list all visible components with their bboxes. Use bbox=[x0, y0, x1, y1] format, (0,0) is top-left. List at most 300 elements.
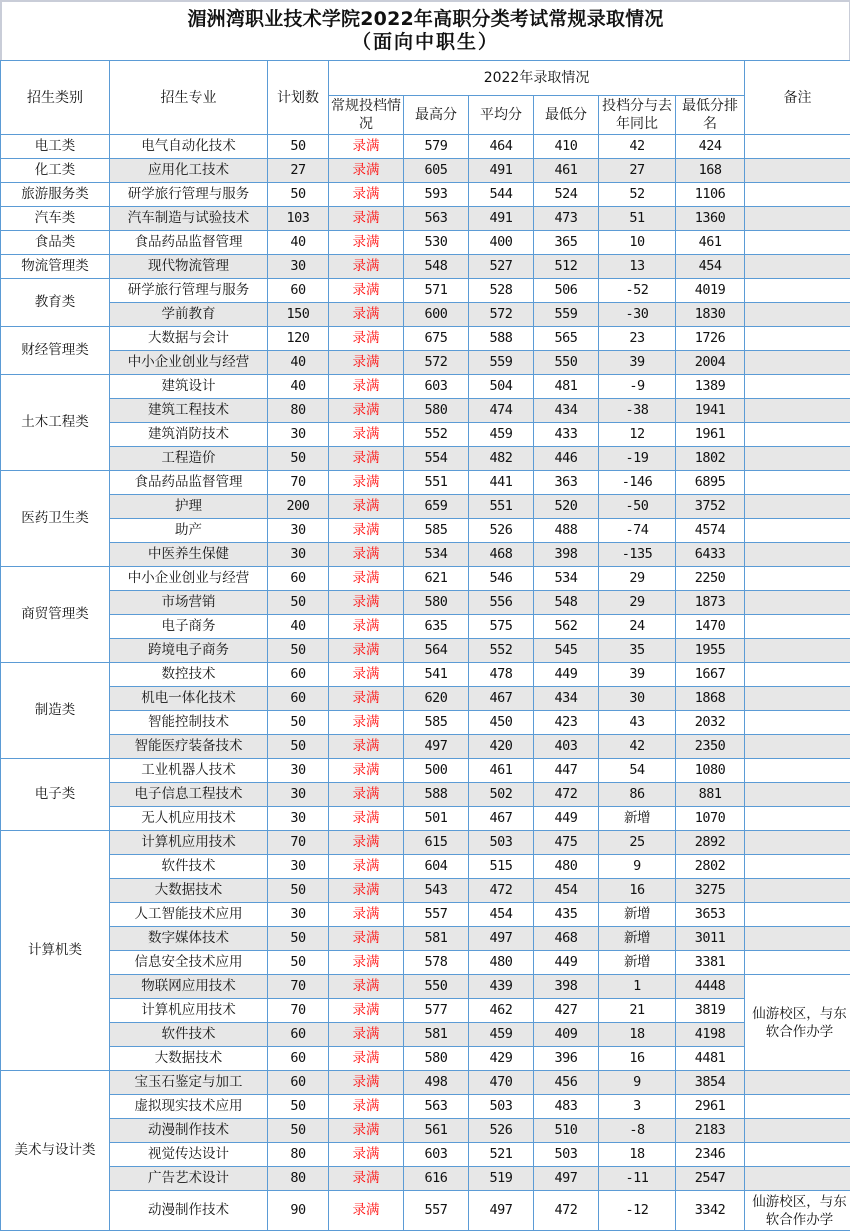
status-cell: 录满 bbox=[329, 1119, 404, 1143]
major-cell: 虚拟现实技术应用 bbox=[110, 1095, 268, 1119]
avg-score-cell: 400 bbox=[469, 231, 534, 255]
min-score-cell: 483 bbox=[534, 1095, 599, 1119]
diff-cell: 42 bbox=[599, 735, 676, 759]
diff-cell: 1 bbox=[599, 975, 676, 999]
note-cell-empty bbox=[745, 711, 850, 735]
major-cell: 软件技术 bbox=[110, 1023, 268, 1047]
max-score-cell: 581 bbox=[404, 927, 469, 951]
min-score-cell: 472 bbox=[534, 1191, 599, 1231]
note-cell-empty bbox=[745, 447, 850, 471]
max-score-cell: 543 bbox=[404, 879, 469, 903]
major-cell: 研学旅行管理与服务 bbox=[110, 279, 268, 303]
avg-score-cell: 420 bbox=[469, 735, 534, 759]
plan-cell: 30 bbox=[268, 543, 329, 567]
note-cell-empty bbox=[745, 855, 850, 879]
note-cell-empty bbox=[745, 375, 850, 399]
diff-cell: 25 bbox=[599, 831, 676, 855]
plan-cell: 70 bbox=[268, 975, 329, 999]
header-rank: 最低分排名 bbox=[676, 96, 745, 135]
plan-cell: 30 bbox=[268, 759, 329, 783]
plan-cell: 50 bbox=[268, 879, 329, 903]
note-cell-empty bbox=[745, 159, 850, 183]
rank-cell: 6433 bbox=[676, 543, 745, 567]
major-cell: 食品药品监督管理 bbox=[110, 231, 268, 255]
min-score-cell: 423 bbox=[534, 711, 599, 735]
avg-score-cell: 462 bbox=[469, 999, 534, 1023]
major-cell: 数控技术 bbox=[110, 663, 268, 687]
avg-score-cell: 575 bbox=[469, 615, 534, 639]
diff-cell: 29 bbox=[599, 567, 676, 591]
note-cell-empty bbox=[745, 591, 850, 615]
rank-cell: 2183 bbox=[676, 1119, 745, 1143]
status-cell: 录满 bbox=[329, 615, 404, 639]
table-row bbox=[1, 399, 850, 423]
plan-cell: 50 bbox=[268, 591, 329, 615]
avg-score-cell: 429 bbox=[469, 1047, 534, 1071]
table-body bbox=[1, 135, 850, 1231]
diff-cell: -74 bbox=[599, 519, 676, 543]
table-row bbox=[1, 1023, 850, 1047]
diff-cell: 新增 bbox=[599, 927, 676, 951]
status-cell: 录满 bbox=[329, 375, 404, 399]
avg-score-cell: 439 bbox=[469, 975, 534, 999]
major-cell: 工业机器人技术 bbox=[110, 759, 268, 783]
table-row bbox=[1, 183, 850, 207]
rank-cell: 2032 bbox=[676, 711, 745, 735]
rank-cell: 1470 bbox=[676, 615, 745, 639]
table-row bbox=[1, 783, 850, 807]
note-cell-empty bbox=[745, 279, 850, 303]
rank-cell: 1360 bbox=[676, 207, 745, 231]
avg-score-cell: 459 bbox=[469, 1023, 534, 1047]
major-cell: 大数据技术 bbox=[110, 1047, 268, 1071]
avg-score-cell: 491 bbox=[469, 159, 534, 183]
plan-cell: 60 bbox=[268, 279, 329, 303]
diff-cell: 16 bbox=[599, 1047, 676, 1071]
plan-cell: 30 bbox=[268, 855, 329, 879]
min-score-cell: 447 bbox=[534, 759, 599, 783]
avg-score-cell: 482 bbox=[469, 447, 534, 471]
table-row bbox=[1, 663, 850, 687]
major-cell: 人工智能技术应用 bbox=[110, 903, 268, 927]
plan-cell: 30 bbox=[268, 807, 329, 831]
note-cell-empty bbox=[745, 759, 850, 783]
max-score-cell: 603 bbox=[404, 1143, 469, 1167]
status-cell: 录满 bbox=[329, 999, 404, 1023]
status-cell: 录满 bbox=[329, 495, 404, 519]
table-row bbox=[1, 855, 850, 879]
rank-cell: 3381 bbox=[676, 951, 745, 975]
table-row bbox=[1, 1167, 850, 1191]
min-score-cell: 472 bbox=[534, 783, 599, 807]
min-score-cell: 398 bbox=[534, 975, 599, 999]
major-cell: 视觉传达设计 bbox=[110, 1143, 268, 1167]
status-cell: 录满 bbox=[329, 639, 404, 663]
note-cell: 仙游校区，与东软合作办学 bbox=[745, 1191, 850, 1231]
diff-cell: -50 bbox=[599, 495, 676, 519]
diff-cell: -52 bbox=[599, 279, 676, 303]
min-score-cell: 488 bbox=[534, 519, 599, 543]
major-cell: 无人机应用技术 bbox=[110, 807, 268, 831]
admission-table bbox=[0, 60, 850, 1231]
rank-cell: 2802 bbox=[676, 855, 745, 879]
min-score-cell: 454 bbox=[534, 879, 599, 903]
status-cell: 录满 bbox=[329, 663, 404, 687]
major-cell: 助产 bbox=[110, 519, 268, 543]
max-score-cell: 600 bbox=[404, 303, 469, 327]
avg-score-cell: 572 bbox=[469, 303, 534, 327]
note-cell-empty bbox=[745, 231, 850, 255]
category-cell: 土木工程类 bbox=[1, 375, 110, 471]
rank-cell: 2547 bbox=[676, 1167, 745, 1191]
plan-cell: 40 bbox=[268, 351, 329, 375]
note-cell-empty bbox=[745, 495, 850, 519]
min-score-cell: 497 bbox=[534, 1167, 599, 1191]
status-cell: 录满 bbox=[329, 951, 404, 975]
max-score-cell: 501 bbox=[404, 807, 469, 831]
status-cell: 录满 bbox=[329, 927, 404, 951]
plan-cell: 70 bbox=[268, 831, 329, 855]
max-score-cell: 603 bbox=[404, 375, 469, 399]
category-cell: 电工类 bbox=[1, 135, 110, 159]
plan-cell: 40 bbox=[268, 375, 329, 399]
avg-score-cell: 544 bbox=[469, 183, 534, 207]
status-cell: 录满 bbox=[329, 231, 404, 255]
max-score-cell: 561 bbox=[404, 1119, 469, 1143]
note-cell-empty bbox=[745, 783, 850, 807]
max-score-cell: 563 bbox=[404, 1095, 469, 1119]
plan-cell: 50 bbox=[268, 1095, 329, 1119]
rank-cell: 1830 bbox=[676, 303, 745, 327]
major-cell: 中医养生保健 bbox=[110, 543, 268, 567]
table-row bbox=[1, 687, 850, 711]
rank-cell: 2961 bbox=[676, 1095, 745, 1119]
major-cell: 智能医疗装备技术 bbox=[110, 735, 268, 759]
plan-cell: 30 bbox=[268, 903, 329, 927]
min-score-cell: 562 bbox=[534, 615, 599, 639]
status-cell: 录满 bbox=[329, 327, 404, 351]
plan-cell: 50 bbox=[268, 1119, 329, 1143]
max-score-cell: 534 bbox=[404, 543, 469, 567]
rank-cell: 1667 bbox=[676, 663, 745, 687]
plan-cell: 27 bbox=[268, 159, 329, 183]
diff-cell: 42 bbox=[599, 135, 676, 159]
status-cell: 录满 bbox=[329, 567, 404, 591]
max-score-cell: 659 bbox=[404, 495, 469, 519]
min-score-cell: 435 bbox=[534, 903, 599, 927]
max-score-cell: 500 bbox=[404, 759, 469, 783]
max-score-cell: 635 bbox=[404, 615, 469, 639]
rank-cell: 3011 bbox=[676, 927, 745, 951]
plan-cell: 30 bbox=[268, 255, 329, 279]
major-cell: 数字媒体技术 bbox=[110, 927, 268, 951]
plan-cell: 40 bbox=[268, 231, 329, 255]
max-score-cell: 675 bbox=[404, 327, 469, 351]
max-score-cell: 578 bbox=[404, 951, 469, 975]
diff-cell: 30 bbox=[599, 687, 676, 711]
avg-score-cell: 464 bbox=[469, 135, 534, 159]
diff-cell: -135 bbox=[599, 543, 676, 567]
status-cell: 录满 bbox=[329, 351, 404, 375]
diff-cell: 43 bbox=[599, 711, 676, 735]
status-cell: 录满 bbox=[329, 279, 404, 303]
table-row bbox=[1, 207, 850, 231]
note-cell-empty bbox=[745, 519, 850, 543]
note-cell-empty bbox=[745, 135, 850, 159]
plan-cell: 50 bbox=[268, 951, 329, 975]
rank-cell: 1955 bbox=[676, 639, 745, 663]
rank-cell: 1080 bbox=[676, 759, 745, 783]
plan-cell: 60 bbox=[268, 1071, 329, 1095]
avg-score-cell: 519 bbox=[469, 1167, 534, 1191]
category-cell: 教育类 bbox=[1, 279, 110, 327]
major-cell: 动漫制作技术 bbox=[110, 1119, 268, 1143]
major-cell: 电子商务 bbox=[110, 615, 268, 639]
major-cell: 现代物流管理 bbox=[110, 255, 268, 279]
max-score-cell: 593 bbox=[404, 183, 469, 207]
major-cell: 跨境电子商务 bbox=[110, 639, 268, 663]
diff-cell: 86 bbox=[599, 783, 676, 807]
rank-cell: 3752 bbox=[676, 495, 745, 519]
plan-cell: 120 bbox=[268, 327, 329, 351]
category-cell: 化工类 bbox=[1, 159, 110, 183]
min-score-cell: 409 bbox=[534, 1023, 599, 1047]
rank-cell: 3342 bbox=[676, 1191, 745, 1231]
diff-cell: 23 bbox=[599, 327, 676, 351]
rank-cell: 6895 bbox=[676, 471, 745, 495]
diff-cell: 9 bbox=[599, 855, 676, 879]
rank-cell: 3653 bbox=[676, 903, 745, 927]
status-cell: 录满 bbox=[329, 471, 404, 495]
note-cell-empty bbox=[745, 1095, 850, 1119]
header-group-2022: 2022年录取情况 bbox=[329, 61, 745, 96]
rank-cell: 1106 bbox=[676, 183, 745, 207]
note-cell-empty bbox=[745, 303, 850, 327]
min-score-cell: 481 bbox=[534, 375, 599, 399]
min-score-cell: 461 bbox=[534, 159, 599, 183]
diff-cell: 39 bbox=[599, 663, 676, 687]
major-cell: 建筑设计 bbox=[110, 375, 268, 399]
note-cell-empty bbox=[745, 255, 850, 279]
max-score-cell: 585 bbox=[404, 711, 469, 735]
avg-score-cell: 459 bbox=[469, 423, 534, 447]
header-note: 备注 bbox=[745, 61, 850, 135]
note-cell: 仙游校区，与东软合作办学 bbox=[745, 975, 850, 1071]
category-cell: 医药卫生类 bbox=[1, 471, 110, 567]
rank-cell: 461 bbox=[676, 231, 745, 255]
avg-score-cell: 441 bbox=[469, 471, 534, 495]
status-cell: 录满 bbox=[329, 1143, 404, 1167]
rank-cell: 1070 bbox=[676, 807, 745, 831]
note-cell-empty bbox=[745, 639, 850, 663]
min-score-cell: 524 bbox=[534, 183, 599, 207]
table-row bbox=[1, 999, 850, 1023]
table-row bbox=[1, 1071, 850, 1095]
rank-cell: 881 bbox=[676, 783, 745, 807]
table-row bbox=[1, 1119, 850, 1143]
rank-cell: 1941 bbox=[676, 399, 745, 423]
min-score-cell: 503 bbox=[534, 1143, 599, 1167]
max-score-cell: 580 bbox=[404, 399, 469, 423]
max-score-cell: 551 bbox=[404, 471, 469, 495]
plan-cell: 60 bbox=[268, 567, 329, 591]
status-cell: 录满 bbox=[329, 1095, 404, 1119]
rank-cell: 1389 bbox=[676, 375, 745, 399]
diff-cell: 10 bbox=[599, 231, 676, 255]
rank-cell: 4574 bbox=[676, 519, 745, 543]
major-cell: 应用化工技术 bbox=[110, 159, 268, 183]
category-cell: 汽车类 bbox=[1, 207, 110, 231]
diff-cell: -8 bbox=[599, 1119, 676, 1143]
table-row bbox=[1, 471, 850, 495]
plan-cell: 150 bbox=[268, 303, 329, 327]
avg-score-cell: 497 bbox=[469, 1191, 534, 1231]
min-score-cell: 434 bbox=[534, 687, 599, 711]
avg-score-cell: 480 bbox=[469, 951, 534, 975]
table-row bbox=[1, 1047, 850, 1071]
max-score-cell: 605 bbox=[404, 159, 469, 183]
status-cell: 录满 bbox=[329, 903, 404, 927]
diff-cell: -30 bbox=[599, 303, 676, 327]
table-row bbox=[1, 903, 850, 927]
major-cell: 市场营销 bbox=[110, 591, 268, 615]
diff-cell: 54 bbox=[599, 759, 676, 783]
category-cell: 物流管理类 bbox=[1, 255, 110, 279]
category-cell: 美术与设计类 bbox=[1, 1071, 110, 1231]
major-cell: 大数据技术 bbox=[110, 879, 268, 903]
avg-score-cell: 491 bbox=[469, 207, 534, 231]
rank-cell: 1726 bbox=[676, 327, 745, 351]
table-row bbox=[1, 495, 850, 519]
min-score-cell: 550 bbox=[534, 351, 599, 375]
max-score-cell: 620 bbox=[404, 687, 469, 711]
rank-cell: 3854 bbox=[676, 1071, 745, 1095]
table-row bbox=[1, 711, 850, 735]
status-cell: 录满 bbox=[329, 855, 404, 879]
rank-cell: 3819 bbox=[676, 999, 745, 1023]
table-row bbox=[1, 807, 850, 831]
plan-cell: 70 bbox=[268, 471, 329, 495]
note-cell-empty bbox=[745, 1071, 850, 1095]
plan-cell: 50 bbox=[268, 711, 329, 735]
rank-cell: 4481 bbox=[676, 1047, 745, 1071]
plan-cell: 70 bbox=[268, 999, 329, 1023]
avg-score-cell: 526 bbox=[469, 1119, 534, 1143]
avg-score-cell: 552 bbox=[469, 639, 534, 663]
min-score-cell: 449 bbox=[534, 807, 599, 831]
header-max: 最高分 bbox=[404, 96, 469, 135]
table-row bbox=[1, 327, 850, 351]
diff-cell: 新增 bbox=[599, 903, 676, 927]
note-cell-empty bbox=[745, 831, 850, 855]
min-score-cell: 456 bbox=[534, 1071, 599, 1095]
status-cell: 录满 bbox=[329, 711, 404, 735]
note-cell-empty bbox=[745, 807, 850, 831]
diff-cell: 39 bbox=[599, 351, 676, 375]
min-score-cell: 410 bbox=[534, 135, 599, 159]
avg-score-cell: 468 bbox=[469, 543, 534, 567]
header-major: 招生专业 bbox=[110, 61, 268, 135]
status-cell: 录满 bbox=[329, 183, 404, 207]
table-row bbox=[1, 519, 850, 543]
table-row bbox=[1, 879, 850, 903]
avg-score-cell: 502 bbox=[469, 783, 534, 807]
note-cell-empty bbox=[745, 327, 850, 351]
rank-cell: 2250 bbox=[676, 567, 745, 591]
max-score-cell: 585 bbox=[404, 519, 469, 543]
min-score-cell: 480 bbox=[534, 855, 599, 879]
table-row bbox=[1, 567, 850, 591]
table-row bbox=[1, 975, 850, 999]
status-cell: 录满 bbox=[329, 399, 404, 423]
category-cell: 食品类 bbox=[1, 231, 110, 255]
status-cell: 录满 bbox=[329, 687, 404, 711]
major-cell: 工程造价 bbox=[110, 447, 268, 471]
rank-cell: 1802 bbox=[676, 447, 745, 471]
max-score-cell: 497 bbox=[404, 735, 469, 759]
rank-cell: 2892 bbox=[676, 831, 745, 855]
diff-cell: 52 bbox=[599, 183, 676, 207]
major-cell: 动漫制作技术 bbox=[110, 1191, 268, 1231]
min-score-cell: 433 bbox=[534, 423, 599, 447]
status-cell: 录满 bbox=[329, 1071, 404, 1095]
table-row bbox=[1, 375, 850, 399]
status-cell: 录满 bbox=[329, 519, 404, 543]
note-cell-empty bbox=[745, 1119, 850, 1143]
max-score-cell: 554 bbox=[404, 447, 469, 471]
note-cell-empty bbox=[745, 1143, 850, 1167]
max-score-cell: 571 bbox=[404, 279, 469, 303]
plan-cell: 90 bbox=[268, 1191, 329, 1231]
rank-cell: 424 bbox=[676, 135, 745, 159]
min-score-cell: 548 bbox=[534, 591, 599, 615]
avg-score-cell: 450 bbox=[469, 711, 534, 735]
avg-score-cell: 521 bbox=[469, 1143, 534, 1167]
status-cell: 录满 bbox=[329, 783, 404, 807]
header-status: 常规投档情况 bbox=[329, 96, 404, 135]
major-cell: 计算机应用技术 bbox=[110, 831, 268, 855]
plan-cell: 40 bbox=[268, 615, 329, 639]
diff-cell: -146 bbox=[599, 471, 676, 495]
plan-cell: 50 bbox=[268, 183, 329, 207]
table-row bbox=[1, 255, 850, 279]
min-score-cell: 510 bbox=[534, 1119, 599, 1143]
table-row bbox=[1, 231, 850, 255]
category-cell: 电子类 bbox=[1, 759, 110, 831]
header-plan: 计划数 bbox=[268, 61, 329, 135]
avg-score-cell: 515 bbox=[469, 855, 534, 879]
status-cell: 录满 bbox=[329, 255, 404, 279]
rank-cell: 4198 bbox=[676, 1023, 745, 1047]
diff-cell: -19 bbox=[599, 447, 676, 471]
major-cell: 学前教育 bbox=[110, 303, 268, 327]
min-score-cell: 403 bbox=[534, 735, 599, 759]
table-row bbox=[1, 1095, 850, 1119]
max-score-cell: 621 bbox=[404, 567, 469, 591]
plan-cell: 30 bbox=[268, 783, 329, 807]
diff-cell: 12 bbox=[599, 423, 676, 447]
max-score-cell: 615 bbox=[404, 831, 469, 855]
min-score-cell: 559 bbox=[534, 303, 599, 327]
major-cell: 宝玉石鉴定与加工 bbox=[110, 1071, 268, 1095]
min-score-cell: 475 bbox=[534, 831, 599, 855]
max-score-cell: 616 bbox=[404, 1167, 469, 1191]
max-score-cell: 530 bbox=[404, 231, 469, 255]
max-score-cell: 498 bbox=[404, 1071, 469, 1095]
max-score-cell: 604 bbox=[404, 855, 469, 879]
table-row bbox=[1, 759, 850, 783]
title-block bbox=[0, 0, 850, 61]
